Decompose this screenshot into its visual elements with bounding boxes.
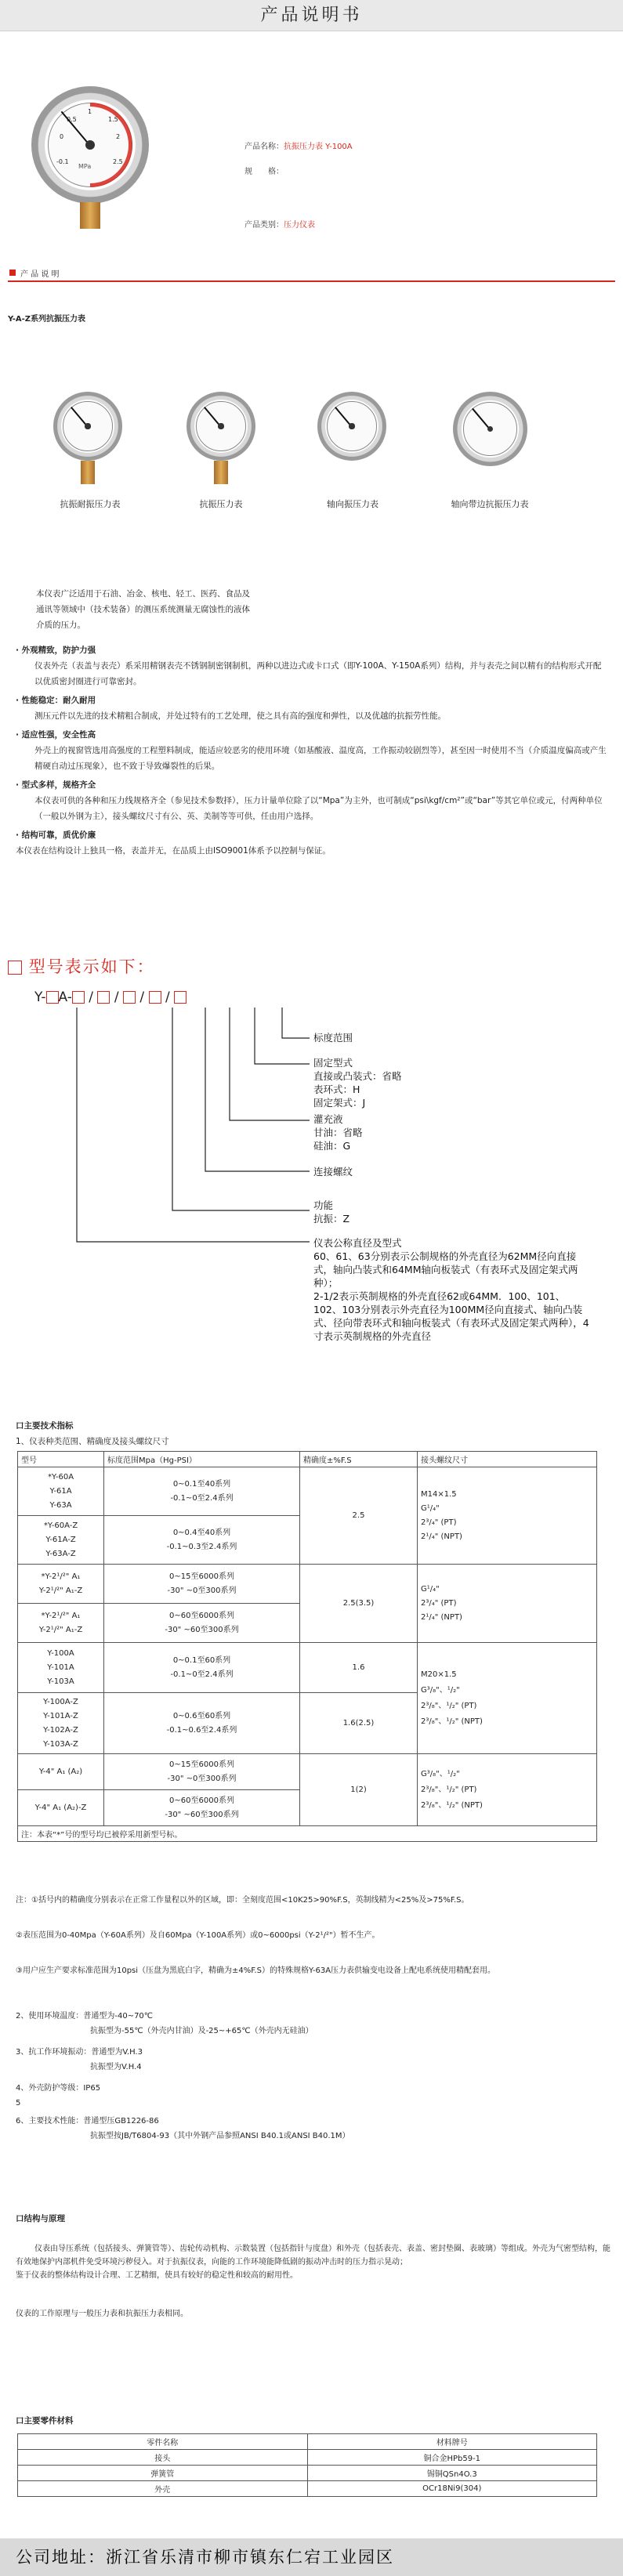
table-cell: 弹簧管 — [18, 2466, 308, 2481]
model-code-leader-lines — [0, 1003, 623, 1269]
model-line: Y-101A-Z — [43, 1711, 78, 1720]
table-row — [18, 2450, 597, 2466]
gauge-hub — [85, 140, 95, 150]
model-line: *Y-60A — [47, 1472, 74, 1482]
table-cell-range — [104, 1516, 300, 1565]
structure-paragraph: 仪表由导压系统（包括接头、弹簧管等）、齿轮传动机构、示数装置（包括指针与度盘）和外壳（包括表壳、表盖、密封垫圈、表玻璃）等组成。外壳为气密型结构，能有效地保护内部机件免受环境污秽侵入。对于抗振仪表，向能的工作环境能降低剧的振动冲击时的压力指示晃动； — [16, 2245, 610, 2267]
table-row — [18, 1643, 597, 1693]
model-line: *Y-2¹/²" A₁ — [41, 1572, 81, 1581]
spec-table-wrap — [17, 1451, 597, 1842]
thread-line: 2¹/₄" (NPT) — [421, 1612, 462, 1622]
tech-spec-subtitle: 1、仪表种类范围、精确度及接头螺纹尺寸 — [16, 1437, 169, 1446]
feature-heading: · 性能稳定：耐久耐用 — [16, 696, 96, 705]
note-line: 2、使用环境温度：普通型为-40~70℃ — [16, 2012, 154, 2021]
model-line: Y-63A — [49, 1500, 72, 1510]
table-cell-model — [18, 1516, 104, 1565]
model-line: Y-103A-Z — [43, 1739, 78, 1749]
table-cell-thread — [418, 1565, 597, 1643]
range-line: 0~0.1至60系列 — [172, 1655, 231, 1665]
table-cell-range — [104, 1754, 300, 1790]
model-line: Y-100A-Z — [43, 1697, 78, 1706]
note-line: ②表压范围为0-40Mpa（Y-60A系列）及自60Mpa（Y-100A系列）或0~6000psi（Y-2¹/²"）暂不生产。 — [16, 1931, 380, 1940]
thread-line: 2³/₈"、¹/₂" (NPT) — [421, 1717, 483, 1726]
features-block — [16, 642, 607, 859]
table-cell: 锡铜QSn4O.3 — [307, 2466, 597, 2481]
table-note-row — [18, 1826, 597, 1842]
table-cell-model — [18, 1693, 104, 1754]
table-cell-thread — [418, 1467, 597, 1565]
note-line: 4、外壳防护等级：IP65 — [16, 2084, 101, 2093]
feature-heading: · 结构可靠，质优价廉 — [16, 830, 96, 840]
product-category-row — [244, 218, 315, 230]
gauge-dial-mark: 2 — [116, 133, 121, 140]
model-annotation-scale: 标度范围 — [313, 1032, 353, 1044]
table-header-cell: 材料牌号 — [307, 2434, 597, 2450]
model-annotation-fill: 灌充液 甘油：省略 硅油：G — [313, 1113, 363, 1152]
model-line: Y-100A — [47, 1648, 74, 1658]
table-note: 注：本表“*”号的型号均已被停采用新型号标。 — [18, 1826, 597, 1842]
table-cell-thread — [418, 1643, 597, 1754]
code-slot — [46, 991, 59, 1004]
note-line: 5 — [16, 2099, 21, 2107]
product-name-label: 产品名称： — [244, 143, 284, 151]
model-line: Y-61A-Z — [45, 1535, 76, 1544]
table-cell-accuracy: 1.6(2.5) — [300, 1693, 418, 1754]
feature-heading: · 适应性强，安全性高 — [16, 730, 96, 740]
range-line: 0~0.6至60系列 — [172, 1711, 231, 1720]
range-line: -30" ~0至300系列 — [167, 1774, 237, 1783]
page-header — [0, 0, 623, 31]
product-photo-4 — [453, 392, 527, 466]
thread-line: M20×1.5 — [421, 1670, 457, 1679]
tech-spec-title: 口主要技术指标 — [16, 1421, 74, 1431]
model-line: *Y-2¹/²" A₁ — [41, 1611, 81, 1620]
table-cell-range — [104, 1565, 300, 1604]
main-gauge-image — [31, 86, 149, 204]
table-cell-range — [104, 1643, 300, 1693]
gauge-dial-mark: 2.5 — [113, 158, 123, 165]
model-line: Y-103A — [47, 1677, 74, 1686]
gauge-dial-mark: 0 — [60, 133, 64, 140]
materials-table — [17, 2433, 597, 2497]
product-category-value[interactable]: 压力仪表 — [284, 221, 315, 230]
table-header-cell: 型号 — [18, 1452, 104, 1467]
range-line: -0.1~0.6至2.4系列 — [166, 1725, 237, 1735]
note-line: ③用户应生产要求标准范围为10psi（压盘为黑底白字，精确为±4%F.S）的特殊规格Y-63A压力表供输变电设备上配电系统使用精配套用。 — [16, 1966, 496, 1975]
tab-label[interactable]: 产 品 说 明 — [20, 270, 60, 279]
table-cell-accuracy: 1(2) — [300, 1754, 418, 1826]
product-photo-1-stem — [81, 461, 95, 484]
table-cell-range — [104, 1467, 300, 1516]
page-title: 产品说明书 — [260, 5, 363, 25]
feature-text: 外壳上的视窗管选用高强度的工程塑料制成，能适应较恶劣的使用环境（如基酸液、温度高，工作振动较剧烈等），甚至因一时使用不当（介质温度偏高或产生精硬自动过压现象），也不致于导致爆裂性的后果。 — [34, 746, 607, 771]
table-header-row — [18, 1452, 597, 1467]
table-header-cell: 接头螺纹尺寸 — [418, 1452, 597, 1467]
product-photo-3 — [317, 392, 386, 461]
code-slot — [97, 991, 110, 1004]
model-line: Y-4" A₁ (A₂)-Z — [34, 1804, 87, 1812]
gauge-hub — [349, 423, 354, 429]
gauge-dial-mark: 0.5 — [67, 116, 77, 123]
model-code: Y- A- / / / / — [34, 990, 187, 1005]
table-cell: OCr18Ni9(304) — [307, 2481, 597, 2497]
gauge-dial-mark: 1 — [88, 108, 92, 115]
table-cell: 铜合金HPb59-1 — [307, 2450, 597, 2466]
product-photo-1 — [53, 392, 122, 461]
model-prefix: Y- — [34, 990, 46, 1005]
structure-body — [16, 2242, 611, 2321]
feature-text: 本仪表可供的各种和压力线规格齐全（参见技术参数择），压力计量单位除了以“Mpa”为主外，也可制成“psi\kgf/cm²”或“bar”等其它单位或元，付两种单位（一般以外钢为主），接头螺纹尺寸有公、英、美制等等可供，任由用户选择。 — [34, 796, 603, 821]
thread-line: 2³/₈"、¹/₂" (PT) — [421, 1701, 477, 1710]
table-header-cell: 零件名称 — [18, 2434, 308, 2450]
structure-paragraph: 鉴于仪表的整体结构设计合理、工艺精细，使具有较好的稳定性和较高的耐用性。 — [16, 2271, 298, 2280]
range-line: 0~60至6000系列 — [169, 1611, 234, 1620]
range-line: -30" ~0至300系列 — [167, 1586, 237, 1595]
tab-bullet-icon — [9, 270, 16, 276]
table-row — [18, 1467, 597, 1516]
note-line: 3、抗工作环境振动：普通型为V.H.3 — [16, 2048, 143, 2057]
table-cell-range — [104, 1604, 300, 1643]
table-header-cell: 精确度±%F.S — [300, 1452, 418, 1467]
table-row — [18, 1565, 597, 1604]
section-tab — [8, 266, 615, 282]
gauge-hub — [218, 423, 223, 429]
thread-line: G¹/₄" — [421, 1584, 440, 1594]
feature-text: 本仪表在结构设计上独具一格，表盖并无，在品质上由ISO9001体系予以控制与保证。 — [16, 846, 331, 856]
series-title: Y-A-Z系列抗振压力表 — [8, 315, 86, 324]
range-line: -30" ~60至300系列 — [165, 1810, 239, 1819]
range-line: -0.1~0至2.4系列 — [170, 1493, 234, 1503]
model-line: Y-61A — [49, 1486, 72, 1496]
model-line: Y-2¹/²" A₁-Z — [38, 1625, 83, 1634]
note-line: 注：①括号内的精确度分别表示在正常工作量程以外的区域，即：全刻度范围<10K25>90%F.S，英制线精为<25%及>75%F.S。 — [16, 1896, 469, 1905]
table-header-cell: 标度范围Mpa（Hg-PSI） — [104, 1452, 300, 1467]
gauge-unit: MPa — [78, 163, 92, 170]
model-title-text: 型号表示如下： — [28, 957, 155, 976]
thread-line: 2³/₈"、¹/₂" (NPT) — [421, 1800, 483, 1810]
thread-line: G¹/₄" — [421, 1503, 440, 1513]
thread-line: M14×1.5 — [421, 1489, 457, 1499]
table-cell-accuracy: 1.6 — [300, 1643, 418, 1693]
table-cell-range — [104, 1790, 300, 1826]
code-slot — [149, 991, 161, 1004]
table-row — [18, 2466, 597, 2481]
product-name-value: 抗振压力表 Y-100A — [284, 143, 353, 151]
intro-paragraph: 本仪表广泛适用于石油、冶金、核电、轻工、医药、食品及通讯等领域中（技术装备）的测压系统测量无腐蚀性的液体介质的压力。 — [36, 589, 250, 630]
product-spec-row — [244, 165, 284, 176]
range-line: -30" ~60至300系列 — [165, 1625, 239, 1634]
note-line: 6、主要技术性能：普通型压GB1226-86 — [16, 2117, 159, 2126]
product-caption: 轴向带边抗振压力表 — [451, 499, 529, 509]
spec-table — [17, 1451, 597, 1842]
model-annotation-function: 功能 抗振：Z — [313, 1199, 350, 1225]
model-section-title — [8, 954, 155, 978]
product-caption: 抗振压力表 — [199, 499, 243, 509]
product-photo-2-stem — [214, 461, 228, 484]
model-line: Y-101A — [47, 1662, 74, 1672]
model-line: Y-102A-Z — [43, 1725, 78, 1735]
thread-line: 2¹/₄" (NPT) — [421, 1532, 462, 1541]
table-row — [18, 1754, 597, 1790]
table-header-row — [18, 2434, 597, 2450]
note-line: 抗振型按JB/T6804-93（其中外钢产品参照ANSI B40.1或ANSI B40.1M） — [90, 2132, 350, 2140]
note-line: 抗振型为V.H.4 — [90, 2063, 142, 2071]
code-slot — [123, 991, 136, 1004]
table-cell-thread — [418, 1754, 597, 1826]
table-row — [18, 2481, 597, 2497]
table-cell: 外壳 — [18, 2481, 308, 2497]
range-line: 0~15至6000系列 — [169, 1760, 234, 1769]
note-line: 抗振型为-55℃（外壳内甘油）及-25~+65℃（外壳内无硅油） — [90, 2027, 313, 2035]
company-address-footer — [0, 2538, 623, 2576]
feature-text: 测压元件以先进的技术精粗合制成，并处过特有的工艺处理，使之具有高的强度和弹性，以及优越的抗振劳性能。 — [34, 711, 446, 721]
table-cell-model — [18, 1790, 104, 1826]
table-cell-model — [18, 1565, 104, 1604]
feature-heading: · 外观精致，防护力强 — [16, 646, 96, 655]
product-caption: 轴向振压力表 — [327, 499, 379, 509]
range-line: 0~0.4至40系列 — [172, 1528, 231, 1537]
structure-paragraph: 仪表的工作原理与一般压力表和抗振压力表相同。 — [16, 2310, 188, 2318]
model-annotation-mount: 固定型式 直接或凸装式：省略 表环式：H 固定架式：J — [313, 1057, 402, 1109]
company-address: 公司地址：浙江省乐清市柳市镇东仁宕工业园区 — [16, 2548, 394, 2567]
gauge-dial-mark: -0.1 — [56, 158, 69, 165]
thread-line: 2³/₄" (PT) — [421, 1518, 457, 1527]
intro-text — [36, 586, 255, 633]
thread-line: G³/₈"、¹/₂" — [421, 1685, 460, 1695]
product-category-label: 产品类别： — [244, 221, 284, 230]
range-line: -0.1~0至2.4系列 — [170, 1670, 234, 1679]
thread-line: G³/₈"、¹/₂" — [421, 1769, 460, 1778]
gauge-dial-mark: 1.5 — [108, 116, 118, 123]
model-line: Y-63A-Z — [45, 1549, 76, 1558]
model-a-letter: A- — [58, 990, 72, 1005]
thread-line: 2³/₈"、¹/₂" (PT) — [421, 1785, 477, 1794]
product-caption: 抗振耐振压力表 — [60, 499, 121, 509]
table-cell-model — [18, 1754, 104, 1790]
gauge-hub — [85, 423, 90, 429]
model-annotation-thread: 连接螺纹 — [313, 1166, 353, 1178]
code-slot — [72, 991, 85, 1004]
model-line: Y-4" A₁ (A₂) — [38, 1767, 83, 1776]
table-cell-accuracy: 2.5 — [300, 1467, 418, 1565]
product-photo-2 — [187, 392, 255, 461]
structure-title: 口结构与原理 — [16, 2214, 65, 2223]
table-cell: 接头 — [18, 2450, 308, 2466]
table-cell-range — [104, 1693, 300, 1754]
range-line: 0~60至6000系列 — [169, 1796, 234, 1805]
gauge-stem — [80, 202, 100, 229]
notes-block — [16, 1894, 611, 2140]
product-name-row — [244, 139, 353, 151]
materials-table-wrap — [17, 2433, 597, 2497]
range-line: -0.1~0.3至2.4系列 — [166, 1542, 237, 1551]
model-annotation-diameter: 仪表公称直径及型式 60、61、63分别表示公制规格的外壳直径为62MM径向直接式，轴向凸装式和64MM轴向板装式（有表环式及固定架式两种）； 2-1/2表示英制规格的外壳直径62或64MM．100、101、102、103分别表示外壳直径为100MM径向直接式、轴向凸装式、径向带表环式和轴向板装式（有表环式及固定架式两种），4寸表示英制规格的外壳直径 — [313, 1237, 589, 1342]
table-cell-model — [18, 1643, 104, 1693]
model-line: Y-2¹/²" A₁-Z — [38, 1586, 83, 1595]
range-line: 0~0.1至40系列 — [172, 1479, 231, 1489]
table-cell-model — [18, 1467, 104, 1516]
table-cell-model — [18, 1604, 104, 1643]
feature-text: 仪表外壳（表盖与表壳）系采用精钢表壳不锈钢制密钢制机，两种以进边式或卡口式（即Y-100A、Y-150A系列）结构，并与表壳之间以精有的结构形式开配以优质密封圈进行可靠密封。 — [34, 661, 602, 686]
feature-heading: · 型式多样，规格齐全 — [16, 780, 96, 790]
thread-line: 2³/₄" (PT) — [421, 1598, 457, 1608]
product-spec-label: 规 格： — [244, 168, 284, 176]
model-line: *Y-60A-Z — [43, 1521, 78, 1530]
title-box-icon — [8, 961, 22, 975]
materials-title: 口主要零件材料 — [16, 2416, 74, 2426]
table-cell-accuracy: 2.5(3.5) — [300, 1565, 418, 1643]
code-slot — [174, 991, 187, 1004]
range-line: 0~15至6000系列 — [169, 1572, 234, 1581]
